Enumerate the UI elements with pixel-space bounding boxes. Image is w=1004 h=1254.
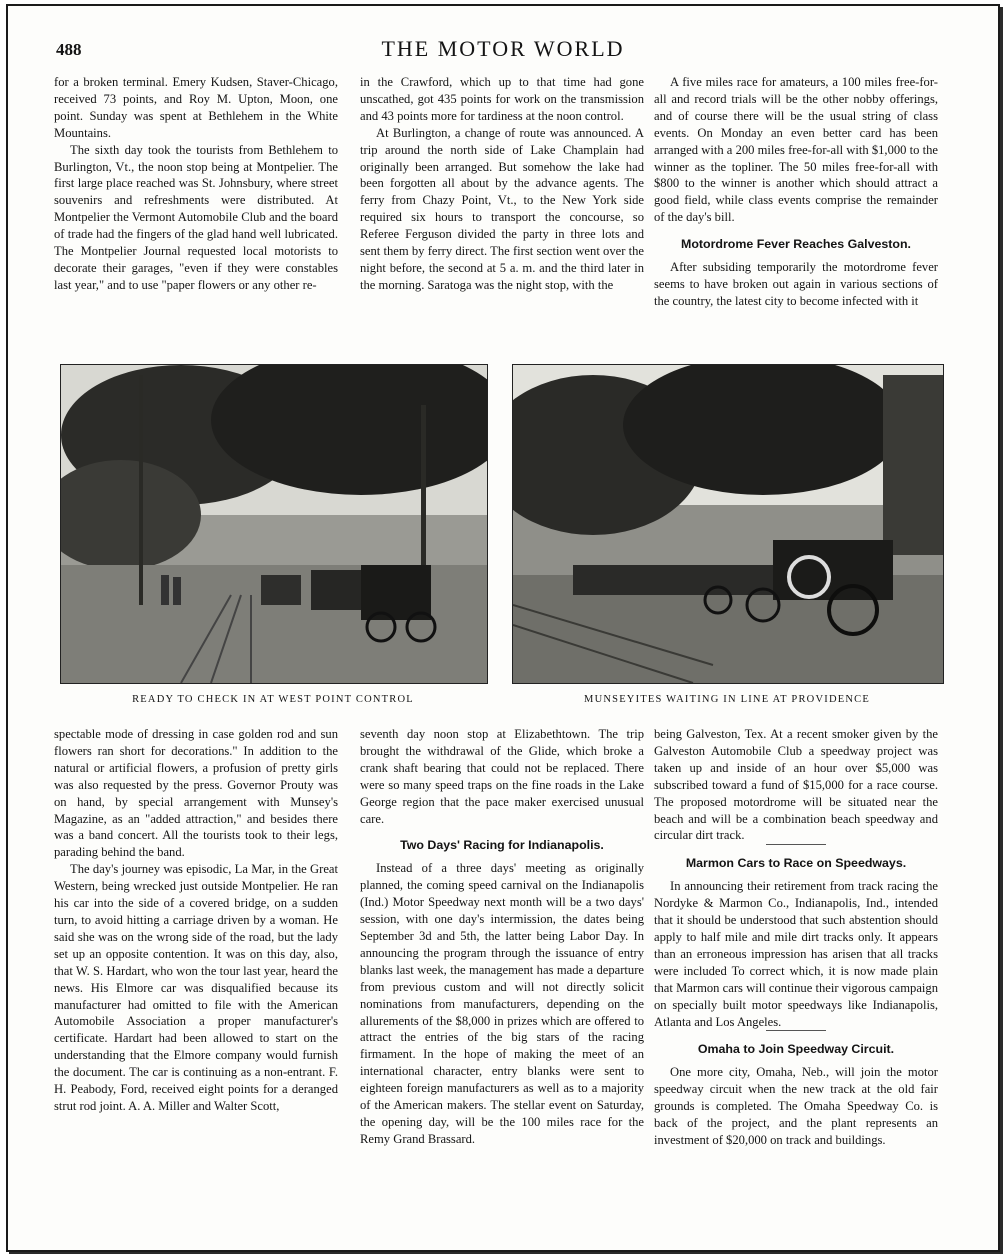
section-heading: Motordrome Fever Reaches Galveston.: [681, 237, 911, 252]
street-photo-illustration: [513, 365, 943, 683]
photo-caption-right: MUNSEYITES WAITING IN LINE AT PROVIDENCE: [584, 694, 870, 705]
street-photo-illustration: [61, 365, 487, 683]
bottom-column-2: [360, 726, 644, 1148]
divider: [766, 1030, 826, 1031]
paragraph: for a broken terminal. Emery Kudsen, Staver-Chicago, received 73 points, and Roy M. Upton, Moon, one point. Sunday was spent at Bethlehem in the White Mountains.: [54, 75, 338, 140]
paragraph: in the Crawford, which up to that time had gone unscathed, got 435 points for work on the transmission and 43 points more for tardiness at the noon control.: [360, 75, 644, 123]
paragraph: After subsiding temporarily the motordrome fever seems to have broken out again in various sections of the country, the latest city to become infected with it: [654, 260, 938, 308]
paragraph: The sixth day took the tourists from Bethlehem to Burlington, Vt., the noon stop being at Montpelier. The first large place reached was St. Johnsbury, where street souvenirs and refreshments were distributed. At Montpelier the Vermont Automobile Club and the board of trade had the fingers of the glad hand well lubricated. The Montpelier Journal requested local motorists to decorate their garages, "even if they were constables last year," and to use "paper flowers or any other re-: [54, 142, 338, 292]
paragraph: seventh day noon stop at Elizabethtown. The trip brought the withdrawal of the Glide, which broke a crank shaft bearing that could not be replaced. There were so many speed traps on the fine roads in the Lake George region that the pace maker exercised unusual care.: [360, 727, 644, 826]
photo-providence-line: [512, 364, 944, 684]
paragraph: In announcing their retirement from track racing the Nordyke & Marmon Co., Indianapolis, Ind., intended that it should be understood that such abstention should apply to half mile and mile dirt tracks only. It appears than an erroneous impression has arisen that all tracks were included To correct which, it is now made plain that Marmon cars will continue their vigorous campaign on specially built motor speedways like Indianapolis, Atlanta and Los Angeles.: [654, 879, 938, 1029]
bottom-column-3: [654, 726, 938, 1149]
paragraph: One more city, Omaha, Neb., will join the motor speedway circuit when the new track at the old fair grounds is completed. The Omaha Speedway Co. is back of the project, and the plant represents an investment of $20,000 on track and buildings.: [654, 1065, 938, 1147]
paragraph: being Galveston, Tex. At a recent smoker given by the Galveston Automobile Club a speedway project was taken up and inside of an hour over $5,000 was subscribed toward a fund of $15,000 for a race course. The proposed motordrome will be situated near the beach and will be a combination beach speedway and circular dirt track.: [654, 727, 938, 843]
paragraph: A five miles race for amateurs, a 100 miles free-for-all and record trials will be the other nobby offerings, and of course there will be the usual string of class events. On Monday an even better card has been arranged with a 200 miles free-for-all with $1,000 to the winner as the topliner. The 50 miles free-for-all with $800 to the winner is another which should attract a good field, while class events comprise the remainder of the day's bill.: [654, 75, 938, 225]
section-heading: Omaha to Join Speedway Circuit.: [697, 1042, 895, 1057]
page-header: [8, 36, 998, 76]
paragraph: The day's journey was episodic, La Mar, in the Great Western, being wrecked just outside Montpelier. He ran his car into the side of a covered bridge, on a sudden turn, to avoid hitting a carriage driven by a woman. He said she was on the wrong side of the road, but the lady set up an opposite contention. It was on this day, also, that W. S. Hardart, who won the tour last year, heard the news. His Elmore car was disqualified because its manufacturer had omitted to file with the American Automobile Association a proper manufacturer's certificate. Hardart had been allowed to start on the understanding that the Elmore company would furnish the document. The car is continuing as a non-entrant. F. H. Peabody, Ford, received eight points for a deranged strut rod joint. A. A. Miller and Walter Scott,: [54, 862, 338, 1113]
paragraph: spectable mode of dressing in case golden rod and sun flowers ran short for decorations." In addition to the natural or artificial flowers, a profusion of pretty girls was also requested by the press. Governor Prouty was on hand, by special arrangement with Munsey's Magazine, as an "added attraction," and besides there was a band concert. All the tourists took to their legs, parading behind the band.: [54, 727, 338, 860]
magazine-page: [6, 4, 1000, 1252]
photo-west-point-control: [60, 364, 488, 684]
bottom-column-1: [54, 726, 338, 1115]
top-column-1: [54, 74, 338, 294]
photo-caption-left: READY TO CHECK IN AT WEST POINT CONTROL: [132, 694, 414, 705]
journal-title: THE MOTOR WORLD: [381, 36, 625, 61]
section-heading: Two Days' Racing for Indianapolis.: [400, 838, 604, 853]
top-column-3: [654, 74, 938, 310]
top-column-2: [360, 74, 644, 294]
paragraph: Instead of a three days' meeting as originally planned, the coming speed carnival on the Indianapolis (Ind.) Motor Speedway next month will be a two days' session, with one day's intermission, the dates being September 3d and 5th, the latter being Labor Day. In announcing the program through the issuance of entry blanks last week, the management has made a departure from previous custom and will not directly solicit nominations from manufacturers, depending on the allurements of the $8,000 in prizes which are offered to attract the entries of the big stars of the racing firmament. In the hope of making the meet of an international character, entry blanks were sent to eighteen foreign manufacturers as well as to a majority of the American makers. The stellar event on Saturday, the opening day, will be the 100 miles race for the Remy Grand Brassard.: [360, 861, 644, 1146]
page-number: 488: [56, 40, 82, 59]
paragraph: At Burlington, a change of route was announced. A trip around the north side of Lake Champlain had originally been arranged. But somehow the lake had been forgotten all about by the advance agents. The ferry from Chazy Point, Vt., to the New York side required six hours to transport the concourse, so Referee Ferguson divided the party in three lots and sent them by ferry direct. The first section went over the night before, the second at 5 a. m. and the third later in the morning. Saratoga was the night stop, with the: [360, 125, 644, 292]
divider: [766, 844, 826, 845]
section-heading: Marmon Cars to Race on Speedways.: [685, 856, 907, 871]
